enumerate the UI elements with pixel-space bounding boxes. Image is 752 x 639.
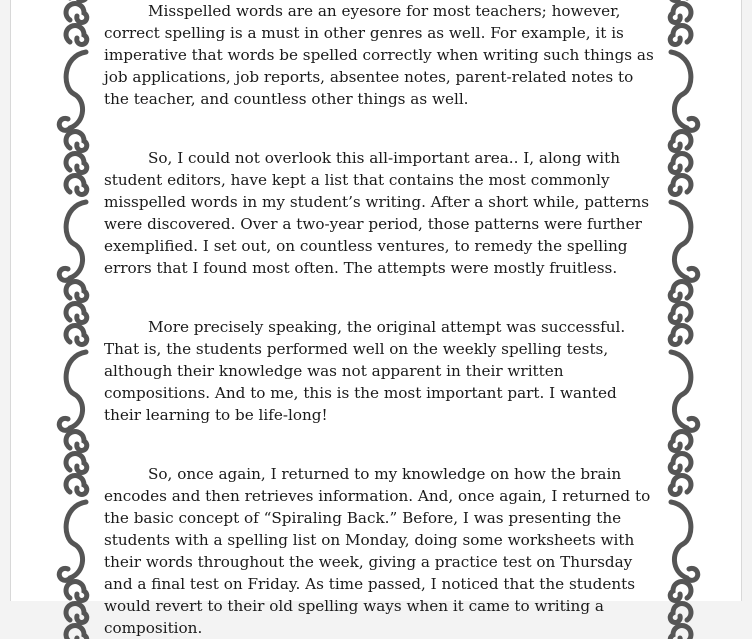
swirl-border-left-icon [56, 0, 100, 601]
document-page [10, 0, 742, 637]
paragraph-1: Misspelled words are an eyesore for most teachers; however, correct spelling is a must in other genres as well. For example, it is imperative that words be spelled correctly when writing such things as job applications, job reports, absentee notes, parent-related notes to the teacher, and countless other things as well. [104, 2, 654, 108]
document-body [104, 0, 656, 639]
paragraph-3: More precisely speaking, the original attempt was successful. That is, the students performed well on the weekly spelling tests, although their knowledge was not apparent in their written compositions. And to me, this is the most important part. I wanted their learning to be life-long! [104, 318, 626, 424]
swirl-border-right-icon [657, 0, 701, 601]
paragraph-2: So, I could not overlook this all-important area.. I, along with student editors, have kept a list that contains the most commonly misspelled words in my student’s writing. After a short while, patterns were discovered. Over a two-year period, those patterns were further exemplified. I set out, on countless ventures, to remedy the spelling errors that I found most often. The attempts were mostly fruitless. [104, 149, 650, 277]
paragraph-4: So, once again, I returned to my knowledge on how the brain encodes and then retrieves information. And, once again, I returned to the basic concept of “Spiraling Back.” Before, I was presenting the students with a spelling list on Monday, doing some worksheets with their words throughout the week, giving a practice test on Thursday and a final test on Friday. As time passed, I noticed that the students would revert to their old spelling ways when it came to writing a composition. [104, 465, 651, 637]
